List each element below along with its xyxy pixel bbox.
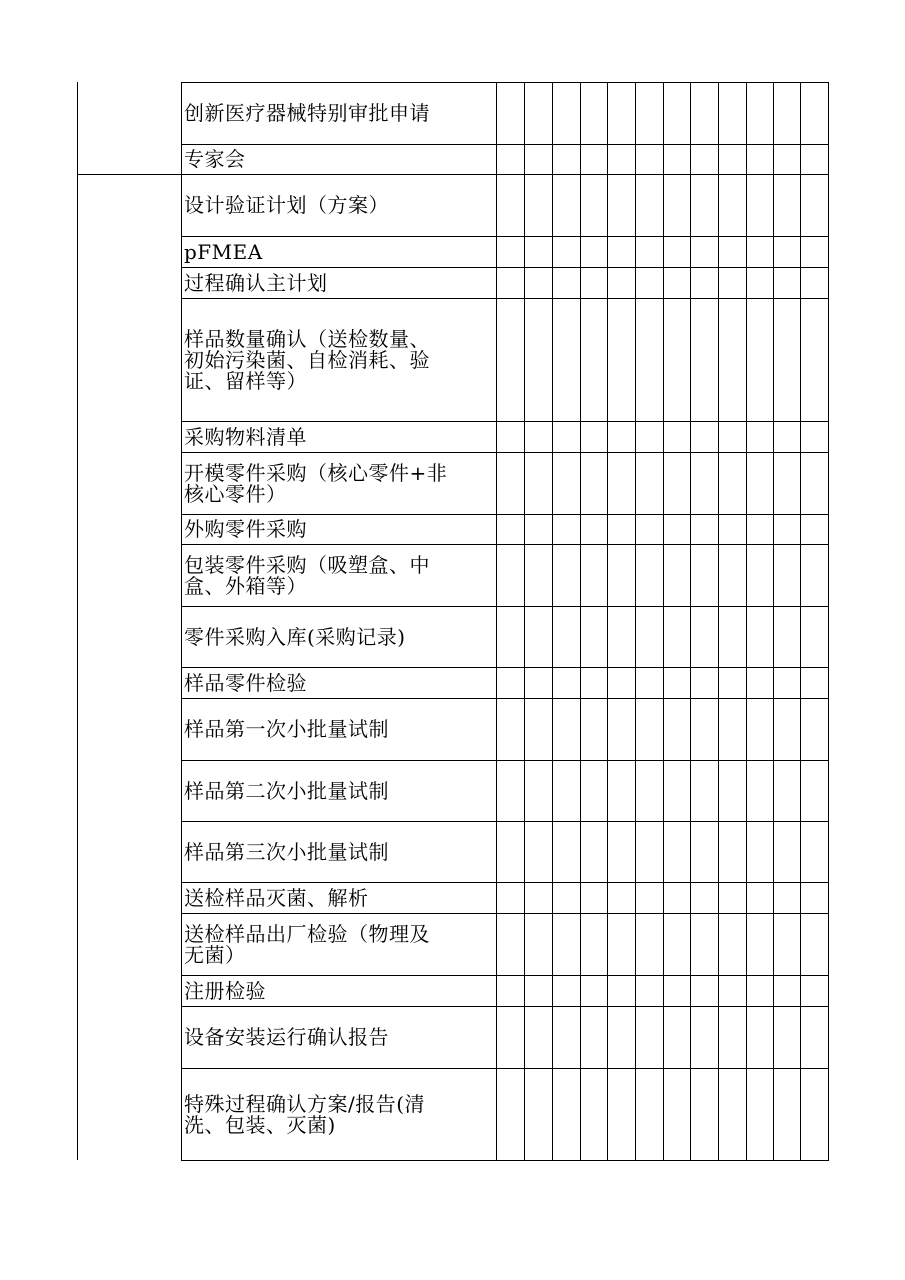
schedule-cell	[746, 421, 773, 452]
schedule-cell	[607, 1068, 635, 1160]
schedule-cell	[746, 882, 773, 913]
schedule-cell	[663, 667, 690, 698]
task-label: 送检样品灭菌、解析	[184, 885, 369, 910]
schedule-cell	[746, 1006, 773, 1068]
schedule-cell	[718, 821, 746, 882]
task-label: 创新医疗器械特别审批申请	[184, 101, 430, 125]
schedule-cell	[607, 975, 635, 1006]
schedule-cell	[580, 82, 607, 144]
schedule-cell	[635, 882, 663, 913]
schedule-cell	[580, 821, 607, 882]
schedule-cell	[552, 298, 580, 421]
schedule-cell	[663, 1006, 690, 1068]
schedule-cell	[552, 452, 580, 514]
schedule-cell	[773, 698, 800, 760]
task-label: 过程确认主计划	[184, 270, 328, 295]
schedule-cell	[800, 1006, 828, 1068]
schedule-cell	[746, 514, 773, 544]
schedule-cell	[746, 667, 773, 698]
schedule-cell	[524, 882, 552, 913]
schedule-cell	[181, 236, 496, 267]
schedule-cell	[718, 298, 746, 421]
schedule-cell	[181, 821, 496, 882]
schedule-cell	[718, 544, 746, 606]
schedule-cell	[663, 821, 690, 882]
schedule-cell	[552, 144, 580, 174]
schedule-cell	[181, 82, 496, 144]
schedule-cell	[580, 452, 607, 514]
schedule-cell	[496, 1006, 524, 1068]
schedule-cell	[552, 82, 580, 144]
schedule-cell	[524, 298, 552, 421]
schedule-cell	[524, 913, 552, 975]
schedule-cell	[524, 144, 552, 174]
schedule-cell	[690, 882, 718, 913]
schedule-cell	[496, 236, 524, 267]
schedule-cell	[773, 667, 800, 698]
schedule-cell	[580, 236, 607, 267]
schedule-cell	[773, 975, 800, 1006]
schedule-cell	[800, 667, 828, 698]
schedule-cell	[496, 298, 524, 421]
schedule-cell	[800, 1068, 828, 1160]
schedule-cell	[607, 298, 635, 421]
schedule-cell	[800, 421, 828, 452]
schedule-cell	[663, 452, 690, 514]
schedule-cell	[746, 236, 773, 267]
schedule-cell	[635, 1068, 663, 1160]
schedule-cell	[607, 882, 635, 913]
schedule-cell	[690, 236, 718, 267]
schedule-cell	[663, 606, 690, 667]
schedule-cell	[690, 267, 718, 298]
schedule-cell	[800, 821, 828, 882]
schedule-cell	[496, 144, 524, 174]
schedule-cell	[496, 882, 524, 913]
schedule-cell	[718, 144, 746, 174]
schedule-cell	[690, 606, 718, 667]
schedule-cell	[580, 975, 607, 1006]
schedule-cell	[800, 82, 828, 144]
schedule-cell	[746, 698, 773, 760]
schedule-cell	[607, 606, 635, 667]
task-label: 样品第二次小批量试制	[184, 778, 389, 803]
schedule-cell	[773, 174, 800, 236]
schedule-cell	[635, 144, 663, 174]
schedule-cell	[690, 821, 718, 882]
schedule-cell	[580, 514, 607, 544]
schedule-cell	[524, 514, 552, 544]
schedule-cell	[496, 606, 524, 667]
task-label: 注册检验	[184, 978, 266, 1003]
schedule-cell	[690, 698, 718, 760]
schedule-cell	[524, 174, 552, 236]
schedule-cell	[773, 544, 800, 606]
schedule-cell	[181, 698, 496, 760]
task-label: 零件采购入库(采购记录)	[184, 624, 406, 649]
schedule-cell	[181, 421, 496, 452]
schedule-cell	[800, 913, 828, 975]
schedule-cell	[607, 514, 635, 544]
schedule-cell	[773, 144, 800, 174]
schedule-cell	[607, 82, 635, 144]
task-label: 专家会	[184, 147, 246, 171]
schedule-cell	[663, 298, 690, 421]
schedule-cell	[663, 698, 690, 760]
schedule-cell	[746, 144, 773, 174]
schedule-cell	[607, 544, 635, 606]
schedule-cell	[181, 1006, 496, 1068]
schedule-cell	[690, 1006, 718, 1068]
schedule-cell	[663, 1068, 690, 1160]
task-label: 样品第三次小批量试制	[184, 839, 389, 864]
schedule-cell	[663, 760, 690, 821]
schedule-cell	[635, 975, 663, 1006]
schedule-cell	[718, 975, 746, 1006]
schedule-cell	[746, 760, 773, 821]
schedule-cell	[552, 544, 580, 606]
schedule-cell	[524, 236, 552, 267]
schedule-cell	[663, 144, 690, 174]
schedule-cell	[496, 514, 524, 544]
task-label: 特殊过程确认方案/报告(清 洗、包装、灭菌)	[184, 1091, 426, 1137]
schedule-cell	[496, 174, 524, 236]
schedule-cell	[496, 267, 524, 298]
schedule-cell	[580, 298, 607, 421]
task-label: 外购零件采购	[184, 517, 307, 541]
schedule-cell	[607, 452, 635, 514]
schedule-cell	[690, 298, 718, 421]
schedule-cell	[181, 1068, 496, 1160]
schedule-cell	[663, 882, 690, 913]
schedule-cell	[552, 514, 580, 544]
task-label: 设计验证计划（方案）	[184, 193, 389, 217]
schedule-cell	[718, 1006, 746, 1068]
schedule-cell	[773, 1006, 800, 1068]
schedule-cell	[607, 821, 635, 882]
schedule-cell	[690, 144, 718, 174]
schedule-cell	[746, 82, 773, 144]
schedule-cell	[607, 667, 635, 698]
schedule-cell	[580, 144, 607, 174]
schedule-cell	[552, 698, 580, 760]
schedule-cell	[496, 913, 524, 975]
schedule-cell	[181, 144, 496, 174]
schedule-cell	[690, 514, 718, 544]
schedule-cell	[580, 667, 607, 698]
schedule-cell	[635, 236, 663, 267]
schedule-cell	[800, 452, 828, 514]
schedule-cell	[635, 821, 663, 882]
schedule-cell	[746, 174, 773, 236]
schedule-cell	[607, 421, 635, 452]
schedule-cell	[663, 544, 690, 606]
schedule-cell	[718, 82, 746, 144]
schedule-cell	[663, 82, 690, 144]
schedule-cell	[607, 174, 635, 236]
schedule-cell	[181, 913, 496, 975]
schedule-cell	[580, 544, 607, 606]
schedule-cell	[663, 174, 690, 236]
schedule-cell	[524, 1068, 552, 1160]
group-divider	[77, 174, 181, 175]
schedule-cell	[718, 452, 746, 514]
schedule-cell	[800, 760, 828, 821]
schedule-cell	[800, 236, 828, 267]
schedule-cell	[580, 421, 607, 452]
schedule-cell	[607, 236, 635, 267]
schedule-cell	[690, 1068, 718, 1160]
schedule-cell	[718, 698, 746, 760]
schedule-cell	[181, 606, 496, 667]
schedule-cell	[773, 82, 800, 144]
schedule-cell	[663, 514, 690, 544]
schedule-cell	[524, 698, 552, 760]
schedule-cell	[635, 1006, 663, 1068]
schedule-cell	[552, 1068, 580, 1160]
schedule-cell	[181, 174, 496, 236]
schedule-cell	[607, 913, 635, 975]
schedule-cell	[746, 298, 773, 421]
schedule-cell	[524, 82, 552, 144]
schedule-cell	[773, 882, 800, 913]
schedule-cell	[524, 1006, 552, 1068]
task-label: 样品第一次小批量试制	[184, 717, 389, 741]
schedule-cell	[580, 267, 607, 298]
schedule-cell	[552, 821, 580, 882]
task-label: 设备安装运行确认报告	[184, 1025, 389, 1049]
schedule-cell	[496, 760, 524, 821]
schedule-cell	[496, 544, 524, 606]
schedule-cell	[552, 174, 580, 236]
task-label: 样品数量确认（送检数量、 初始污染菌、自检消耗、验 证、留样等）	[184, 326, 430, 393]
schedule-cell	[800, 144, 828, 174]
schedule-cell	[800, 514, 828, 544]
schedule-cell	[773, 298, 800, 421]
schedule-cell	[552, 667, 580, 698]
schedule-cell	[718, 174, 746, 236]
schedule-cell	[746, 606, 773, 667]
schedule-cell	[690, 421, 718, 452]
schedule-cell	[524, 760, 552, 821]
schedule-cell	[635, 298, 663, 421]
task-label: 样品零件检验	[184, 670, 307, 695]
schedule-cell	[773, 421, 800, 452]
schedule-cell	[800, 298, 828, 421]
schedule-cell	[635, 174, 663, 236]
schedule-cell	[635, 514, 663, 544]
schedule-cell	[524, 544, 552, 606]
schedule-cell	[746, 913, 773, 975]
schedule-cell	[773, 267, 800, 298]
schedule-cell	[718, 236, 746, 267]
task-label: 送检样品出厂检验（物理及 无菌）	[184, 921, 430, 967]
schedule-cell	[635, 913, 663, 975]
schedule-cell	[746, 452, 773, 514]
schedule-cell	[580, 174, 607, 236]
schedule-cell	[181, 514, 496, 544]
schedule-cell	[181, 544, 496, 606]
schedule-cell	[773, 452, 800, 514]
schedule-cell	[773, 236, 800, 267]
schedule-cell	[524, 975, 552, 1006]
schedule-cell	[496, 667, 524, 698]
schedule-cell	[524, 821, 552, 882]
row-line	[181, 1160, 829, 1161]
schedule-cell	[800, 544, 828, 606]
schedule-cell	[718, 882, 746, 913]
schedule-cell	[663, 267, 690, 298]
schedule-cell	[580, 913, 607, 975]
schedule-cell	[746, 821, 773, 882]
schedule-cell	[718, 1068, 746, 1160]
schedule-cell	[181, 298, 496, 421]
schedule-cell	[773, 1068, 800, 1160]
schedule-cell	[524, 606, 552, 667]
schedule-cell	[580, 760, 607, 821]
schedule-cell	[496, 821, 524, 882]
schedule-cell	[746, 267, 773, 298]
schedule-cell	[663, 236, 690, 267]
schedule-cell	[690, 975, 718, 1006]
schedule-cell	[580, 882, 607, 913]
schedule-cell	[552, 267, 580, 298]
schedule-cell	[718, 667, 746, 698]
schedule-cell	[552, 760, 580, 821]
schedule-cell	[663, 975, 690, 1006]
schedule-cell	[800, 698, 828, 760]
schedule-cell	[635, 760, 663, 821]
schedule-cell	[690, 913, 718, 975]
schedule-cell	[635, 698, 663, 760]
schedule-cell	[800, 267, 828, 298]
schedule-cell	[580, 606, 607, 667]
schedule-cell	[524, 667, 552, 698]
schedule-cell	[773, 760, 800, 821]
schedule-cell	[552, 882, 580, 913]
schedule-cell	[690, 174, 718, 236]
schedule-cell	[773, 514, 800, 544]
schedule-cell	[718, 267, 746, 298]
schedule-cell	[552, 913, 580, 975]
schedule-cell	[635, 267, 663, 298]
grid-column-line	[828, 82, 829, 1160]
schedule-cell	[800, 975, 828, 1006]
schedule-cell	[800, 174, 828, 236]
schedule-cell	[607, 144, 635, 174]
schedule-cell	[635, 82, 663, 144]
schedule-cell	[635, 667, 663, 698]
schedule-cell	[496, 421, 524, 452]
left-border	[77, 82, 78, 1160]
schedule-cell	[580, 698, 607, 760]
schedule-cell	[635, 606, 663, 667]
schedule-cell	[718, 514, 746, 544]
schedule-cell	[496, 1068, 524, 1160]
schedule-cell	[690, 82, 718, 144]
schedule-cell	[607, 698, 635, 760]
schedule-cell	[635, 452, 663, 514]
task-label: 开模零件采购（核心零件+非 核心零件）	[184, 460, 448, 506]
schedule-cell	[635, 421, 663, 452]
schedule-cell	[496, 452, 524, 514]
schedule-cell	[800, 606, 828, 667]
schedule-cell	[552, 236, 580, 267]
schedule-cell	[496, 975, 524, 1006]
schedule-cell	[181, 452, 496, 514]
schedule-cell	[524, 267, 552, 298]
schedule-cell	[773, 606, 800, 667]
schedule-cell	[181, 760, 496, 821]
schedule-cell	[524, 452, 552, 514]
schedule-cell	[552, 421, 580, 452]
schedule-cell	[496, 82, 524, 144]
schedule-cell	[552, 1006, 580, 1068]
schedule-cell	[800, 882, 828, 913]
schedule-cell	[181, 975, 496, 1006]
schedule-cell	[690, 667, 718, 698]
schedule-cell	[635, 544, 663, 606]
schedule-cell	[607, 760, 635, 821]
schedule-cell	[607, 267, 635, 298]
schedule-cell	[607, 1006, 635, 1068]
task-label: 包装零件采购（吸塑盒、中 盒、外箱等）	[184, 552, 430, 598]
schedule-cell	[663, 421, 690, 452]
schedule-cell	[718, 760, 746, 821]
schedule-cell	[181, 882, 496, 913]
schedule-cell	[663, 913, 690, 975]
schedule-cell	[552, 975, 580, 1006]
schedule-cell	[181, 667, 496, 698]
schedule-cell	[690, 452, 718, 514]
schedule-cell	[773, 913, 800, 975]
schedule-cell	[496, 698, 524, 760]
task-label: pFMEA	[184, 239, 263, 264]
schedule-cell	[746, 544, 773, 606]
schedule-cell	[690, 760, 718, 821]
schedule-cell	[552, 606, 580, 667]
schedule-cell	[580, 1068, 607, 1160]
schedule-cell	[773, 821, 800, 882]
schedule-cell	[718, 606, 746, 667]
schedule-cell	[746, 1068, 773, 1160]
schedule-cell	[181, 267, 496, 298]
schedule-cell	[524, 421, 552, 452]
schedule-cell	[718, 421, 746, 452]
schedule-cell	[690, 544, 718, 606]
task-label: 采购物料清单	[184, 424, 307, 449]
schedule-cell	[580, 1006, 607, 1068]
schedule-cell	[718, 913, 746, 975]
schedule-cell	[746, 975, 773, 1006]
